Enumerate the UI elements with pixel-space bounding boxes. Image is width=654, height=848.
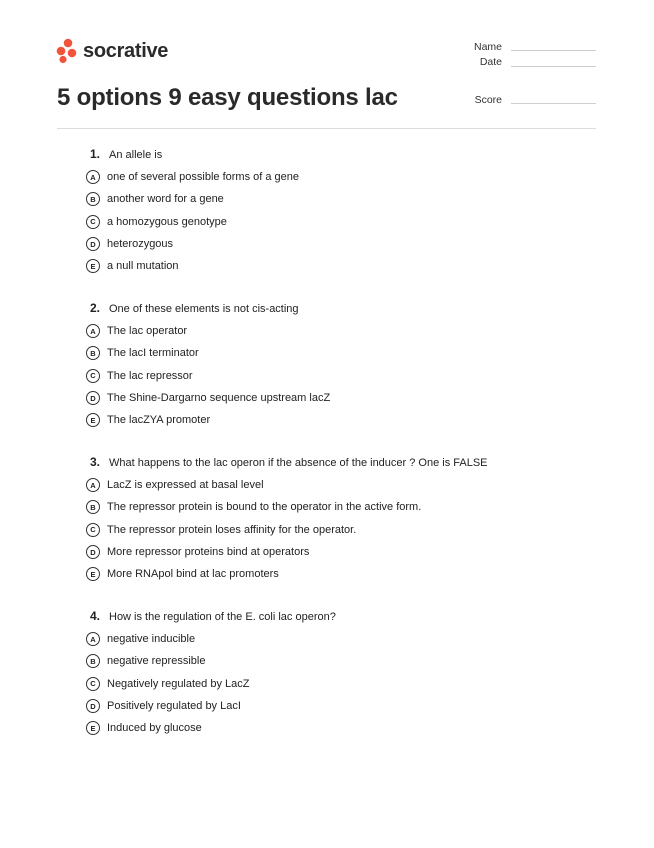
answer-option[interactable] xyxy=(86,496,606,518)
brand-name: socrative xyxy=(83,39,169,62)
option-letter-badge[interactable]: A xyxy=(86,324,100,338)
option-letter-badge[interactable]: D xyxy=(86,699,100,713)
option-text: a null mutation xyxy=(107,260,179,273)
option-letter-badge[interactable]: D xyxy=(86,391,100,405)
date-field[interactable] xyxy=(511,66,596,67)
answer-option[interactable] xyxy=(86,342,606,364)
option-letter-badge[interactable]: C xyxy=(86,369,100,383)
option-text: negative inducible xyxy=(107,633,196,646)
option-text: More RNApol bind at lac promoters xyxy=(107,568,279,581)
option-text: The repressor protein is bound to the operator in the active form. xyxy=(107,501,422,514)
name-label: Name xyxy=(473,41,502,53)
answer-option[interactable] xyxy=(86,166,606,188)
question-number: 2. xyxy=(90,301,101,315)
option-text: another word for a gene xyxy=(107,193,224,206)
answer-option[interactable] xyxy=(86,211,606,233)
answer-option[interactable] xyxy=(86,519,606,541)
option-text: negative repressible xyxy=(107,655,206,668)
answer-option[interactable] xyxy=(86,541,606,563)
option-text: The repressor protein loses affinity for the operator. xyxy=(107,523,357,536)
answer-option[interactable] xyxy=(86,320,606,342)
date-label: Date xyxy=(479,56,502,68)
option-text: More repressor proteins bind at operators xyxy=(107,546,310,559)
option-text: The lac operator xyxy=(107,325,188,338)
quiz-title: 5 options 9 easy questions lac xyxy=(57,84,398,111)
option-text: The lacZYA promoter xyxy=(107,414,211,427)
option-letter-badge[interactable]: D xyxy=(86,545,100,559)
option-text: Positively regulated by LacI xyxy=(107,700,241,713)
answer-option[interactable] xyxy=(86,233,606,255)
option-letter-badge[interactable]: E xyxy=(86,259,100,273)
option-text: one of several possible forms of a gene xyxy=(107,171,300,184)
name-field[interactable] xyxy=(511,50,596,51)
answer-option[interactable] xyxy=(86,188,606,210)
option-text: The lac repressor xyxy=(107,369,193,382)
question-header xyxy=(86,455,606,474)
option-letter-badge[interactable]: B xyxy=(86,192,100,206)
answer-option[interactable] xyxy=(86,387,606,409)
answer-option[interactable] xyxy=(86,695,606,717)
question-header xyxy=(86,301,606,320)
option-letter-badge[interactable]: C xyxy=(86,523,100,537)
option-text: Induced by glucose xyxy=(107,722,202,735)
answer-option[interactable] xyxy=(86,563,606,585)
question-3 xyxy=(86,455,606,585)
option-text: heterozygous xyxy=(107,238,174,251)
question-2 xyxy=(86,301,606,431)
question-text: An allele is xyxy=(109,149,163,161)
option-letter-badge[interactable]: B xyxy=(86,500,100,514)
question-text: One of these elements is not cis-acting xyxy=(109,303,299,315)
option-letter-badge[interactable]: B xyxy=(86,346,100,360)
option-text: LacZ is expressed at basal level xyxy=(107,479,264,492)
option-text: a homozygous genotype xyxy=(107,215,227,228)
answer-option[interactable] xyxy=(86,255,606,277)
answer-option[interactable] xyxy=(86,409,606,431)
option-letter-badge[interactable]: A xyxy=(86,170,100,184)
option-letter-badge[interactable]: B xyxy=(86,654,100,668)
score-field[interactable] xyxy=(511,103,596,104)
question-header xyxy=(86,147,606,166)
option-letter-badge[interactable]: E xyxy=(86,567,100,581)
answer-option[interactable] xyxy=(86,717,606,739)
option-text: The Shine-Dargarno sequence upstream lacZ xyxy=(107,392,331,405)
answer-option[interactable] xyxy=(86,628,606,650)
question-number: 4. xyxy=(90,609,101,623)
option-letter-badge[interactable]: A xyxy=(86,478,100,492)
option-letter-badge[interactable]: C xyxy=(86,677,100,691)
option-letter-badge[interactable]: A xyxy=(86,632,100,646)
header-divider xyxy=(57,128,596,129)
question-1 xyxy=(86,147,606,277)
option-letter-badge[interactable]: C xyxy=(86,215,100,229)
question-number: 3. xyxy=(90,455,101,469)
answer-option[interactable] xyxy=(86,673,606,695)
option-letter-badge[interactable]: E xyxy=(86,413,100,427)
option-letter-badge[interactable]: D xyxy=(86,237,100,251)
question-header xyxy=(86,609,606,628)
answer-option[interactable] xyxy=(86,474,606,496)
question-number: 1. xyxy=(90,147,101,161)
option-text: The lacI terminator xyxy=(107,347,199,360)
score-label: Score xyxy=(474,94,502,106)
question-4 xyxy=(86,609,606,739)
question-text: What happens to the lac operon if the absence of the inducer ? One is FALSE xyxy=(109,457,488,469)
option-letter-badge[interactable]: E xyxy=(86,721,100,735)
answer-option[interactable] xyxy=(86,365,606,387)
question-text: How is the regulation of the E. coli lac operon? xyxy=(109,611,336,623)
option-text: Negatively regulated by LacZ xyxy=(107,677,250,690)
answer-option[interactable] xyxy=(86,650,606,672)
